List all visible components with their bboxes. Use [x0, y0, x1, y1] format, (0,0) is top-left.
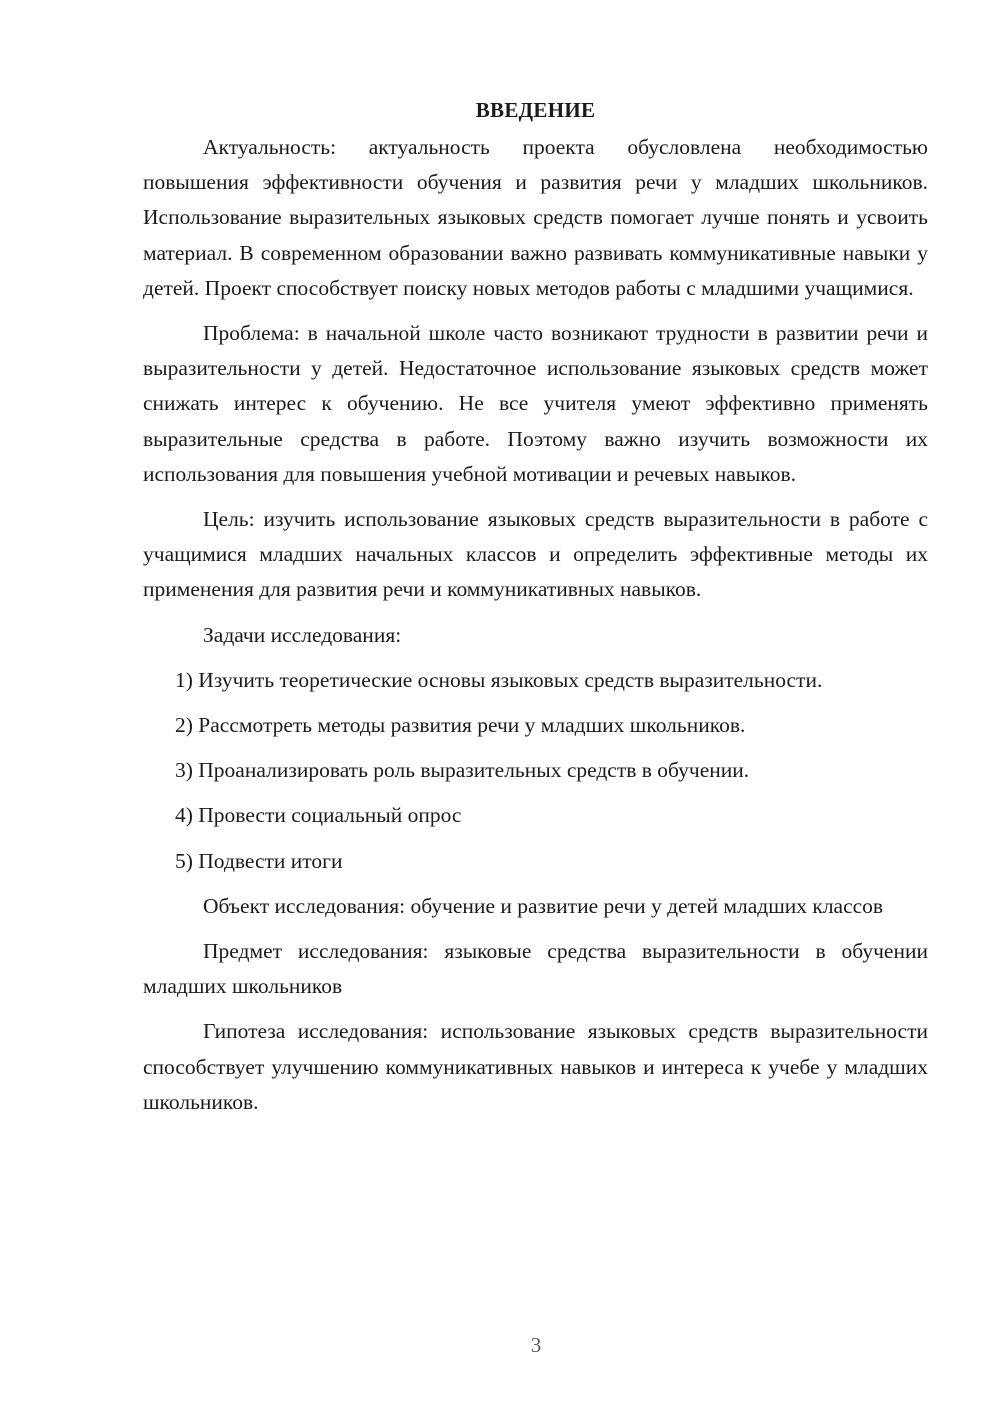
- document-page: [143, 95, 928, 1130]
- paragraph-problem: Проблема: в начальной школе часто возникают трудности в развитии речи и выразительности у детей. Недостаточное использование языковых средств может снижать интерес к обучению. Не все учителя умеют эффективно применять выразительные средства в работе. Поэтому важно изучить возможности их использования для повышения учебной мотивации и речевых навыков.: [143, 321, 928, 486]
- page-number: 3: [530, 1333, 542, 1357]
- tasks-heading: Задачи исследования:: [203, 622, 402, 647]
- task-item-1: 1) Изучить теоретические основы языковых средств выразительности.: [175, 667, 823, 692]
- paragraph-hypothesis: Гипотеза исследования: использование языковых средств выразительности способствует улучшению коммуникативных навыков и интереса к учебе у младших школьников.: [143, 1019, 928, 1114]
- task-list: [143, 663, 928, 879]
- task-item-5: 5) Подвести итоги: [175, 848, 343, 873]
- paragraph-goal: Цель: изучить использование языковых средств выразительности в работе с учащимися младших начальных классов и определить эффективные методы их применения для развития речи и коммуникативных навыков.: [143, 507, 928, 602]
- document-title: ВВЕДЕНИЕ: [475, 98, 596, 122]
- task-item-2: 2) Рассмотреть методы развития речи у младших школьников.: [175, 713, 746, 738]
- paragraph-subject: Предмет исследования: языковые средства выразительности в обучении младших школьников: [143, 939, 928, 999]
- paragraph-object: Объект исследования: обучение и развитие речи у детей младших классов: [203, 893, 884, 918]
- task-item-3: 3) Проанализировать роль выразительных средств в обучении.: [175, 758, 750, 783]
- paragraph-relevance: Актуальность: актуальность проекта обусловлена необходимостью повышения эффективности обучения и развития речи у младших школьников. Использование выразительных языковых средств помогает лучше понять и усвоить материал. В современном образовании важно развивать коммуникативные навыки у детей. Проект способствует поиску новых методов работы с младшими учащимися.: [143, 135, 928, 300]
- task-item-4: 4) Провести социальный опрос: [175, 803, 462, 828]
